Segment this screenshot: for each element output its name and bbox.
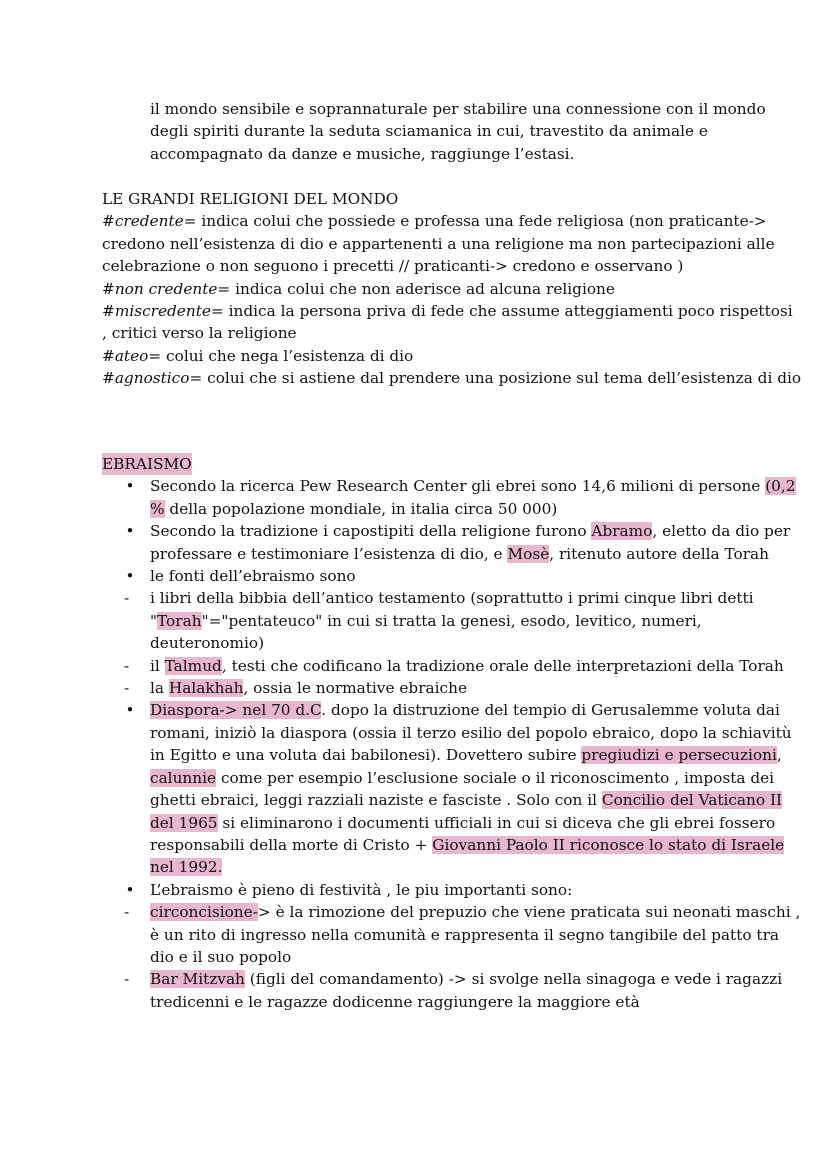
bullet-marker: • [125,522,135,541]
section-title [102,453,802,475]
dash-marker: - [124,589,130,608]
item-text: "="pentateuco" in cui si tratta la genesi, esodo, levitico, numeri, deuteronomio) [150,611,702,653]
term: #credente [102,212,184,231]
list-item [102,587,802,654]
item-text: > è la rimozione del prepuzio che viene praticata sui neonati maschi , è un rito di ingresso nella comunità e rappresenta il segno tangibile del patto tra dio e il suo popolo [150,903,801,966]
highlight: Torah [157,611,202,630]
item-text: la [150,679,169,698]
section-ebraismo [102,453,802,1013]
item-text: le fonti dell’ebraismo sono [150,567,356,586]
item-text: (figli del comandamento) -> si svolge nella sinagoga e vede i ragazzi tredicenni e le ragazze dodicenne raggiungere la maggiore età [150,970,783,1011]
highlight: calunnie [150,768,217,787]
highlight: pregiudizi e persecuzioni [581,746,777,765]
list-item [102,520,802,565]
definition-text: = colui che si astiene dal prendere una posizione sul tema dell’esistenza di dio [189,369,802,388]
item-text: , eletto da dio per professare e testimoniare l’esistenza di dio, e [150,522,791,563]
definition [102,210,802,277]
definition-text: = indica colui che non aderisce ad alcuna religione [217,279,615,298]
item-text: , [776,746,782,765]
list-item [102,655,802,677]
definition-text: = colui che nega l’esistenza di dio [148,346,414,365]
list-item [102,968,802,1013]
item-text: si eliminarono i documenti ufficiali in cui si diceva che gli ebrei fossero responsabili della morte di Cristo + [150,813,776,854]
bullet-marker: • [125,567,135,586]
section-title-highlight: EBRAISMO [102,453,192,475]
item-text: Secondo la tradizione i capostipiti della religione furono [150,522,592,541]
item-text: della popolazione mondiale, in italia circa 50 000) [164,499,558,518]
item-text: il [150,656,165,675]
item-text: . dopo la distruzione del tempio di Gerusalemme voluta dai romani, iniziò la diaspora (ossia il terzo esilio del popolo ebraico, dopo la schiavitù in Egitto e una voluta dai babilonesi). Dovettero subire [150,701,792,765]
highlight: Giovanni Paolo II riconosce lo stato di Israele nel 1992. [150,835,785,877]
list-item [102,699,802,878]
list-item [102,677,802,699]
highlight: Bar Mitzvah [150,970,245,989]
definition-text: = indica colui che possiede e professa una fede religiosa (non praticante-> credono nell’esistenza di dio e appartenenti a una religione ma non partecipazioni alle celebrazione o non seguono i precetti // praticanti-> credono e osservano ) [102,212,775,276]
list-item [102,475,802,520]
definition [102,300,802,345]
item-text: , ritenuto autore della Torah [549,544,769,563]
item-text: i libri della bibbia dell’antico testamento (soprattutto i primi cinque libri detti " [150,589,754,630]
list-item [102,565,802,587]
bullet-marker: • [125,477,135,496]
definition-text: = indica la persona priva di fede che assume atteggiamenti poco rispettosi , critici verso la religione [102,302,793,343]
term: #agnostico [102,369,190,388]
definition [102,278,802,300]
dash-marker: - [124,903,130,922]
highlight: Talmud [164,656,222,675]
dash-marker: - [124,679,130,698]
dash-marker: - [124,970,130,989]
bullet-marker: • [125,880,135,899]
item-text: L’ebraismo è pieno di festività , le piu importanti sono: [150,880,573,899]
term: #ateo [102,346,149,365]
highlight: Abramo [591,522,653,541]
dash-marker: - [124,656,130,675]
section-title: LE GRANDI RELIGIONI DEL MONDO [102,190,399,208]
highlight: (0,2 % [150,477,796,518]
highlight: Mosè [507,544,550,563]
item-text: come per esempio l’esclusione sociale o il riconoscimento , imposta dei ghetti ebraici, leggi razziali naziste e fasciste . Solo con il [150,768,775,810]
item-text: , ossia le normative ebraiche [243,679,468,698]
intro-paragraph: il mondo sensibile e soprannaturale per stabilire una connessione con il mondo degli spiriti durante la seduta sciamanica in cui, travestito da animale e accompagnato da danze e musiche, raggiunge l’estasi. [150,100,766,163]
term: #miscredente [102,302,211,321]
definition [102,345,802,367]
highlight: Concilio del Vaticano II del 1965 [150,791,783,832]
highlight: Halakhah [168,679,244,698]
term: #non credente [102,279,218,298]
list-item [102,879,802,901]
section-religioni [102,188,802,390]
list-item [102,901,802,968]
highlight: circoncisione- [150,903,258,922]
highlight: Diaspora-> nel 70 d.C [150,701,322,720]
bullet-marker: • [125,701,135,720]
definition [102,367,802,389]
item-text: , testi che codificano la tradizione orale delle interpretazioni della Torah [221,656,784,675]
item-text: Secondo la ricerca Pew Research Center gli ebrei sono 14,6 milioni di persone [150,477,766,496]
